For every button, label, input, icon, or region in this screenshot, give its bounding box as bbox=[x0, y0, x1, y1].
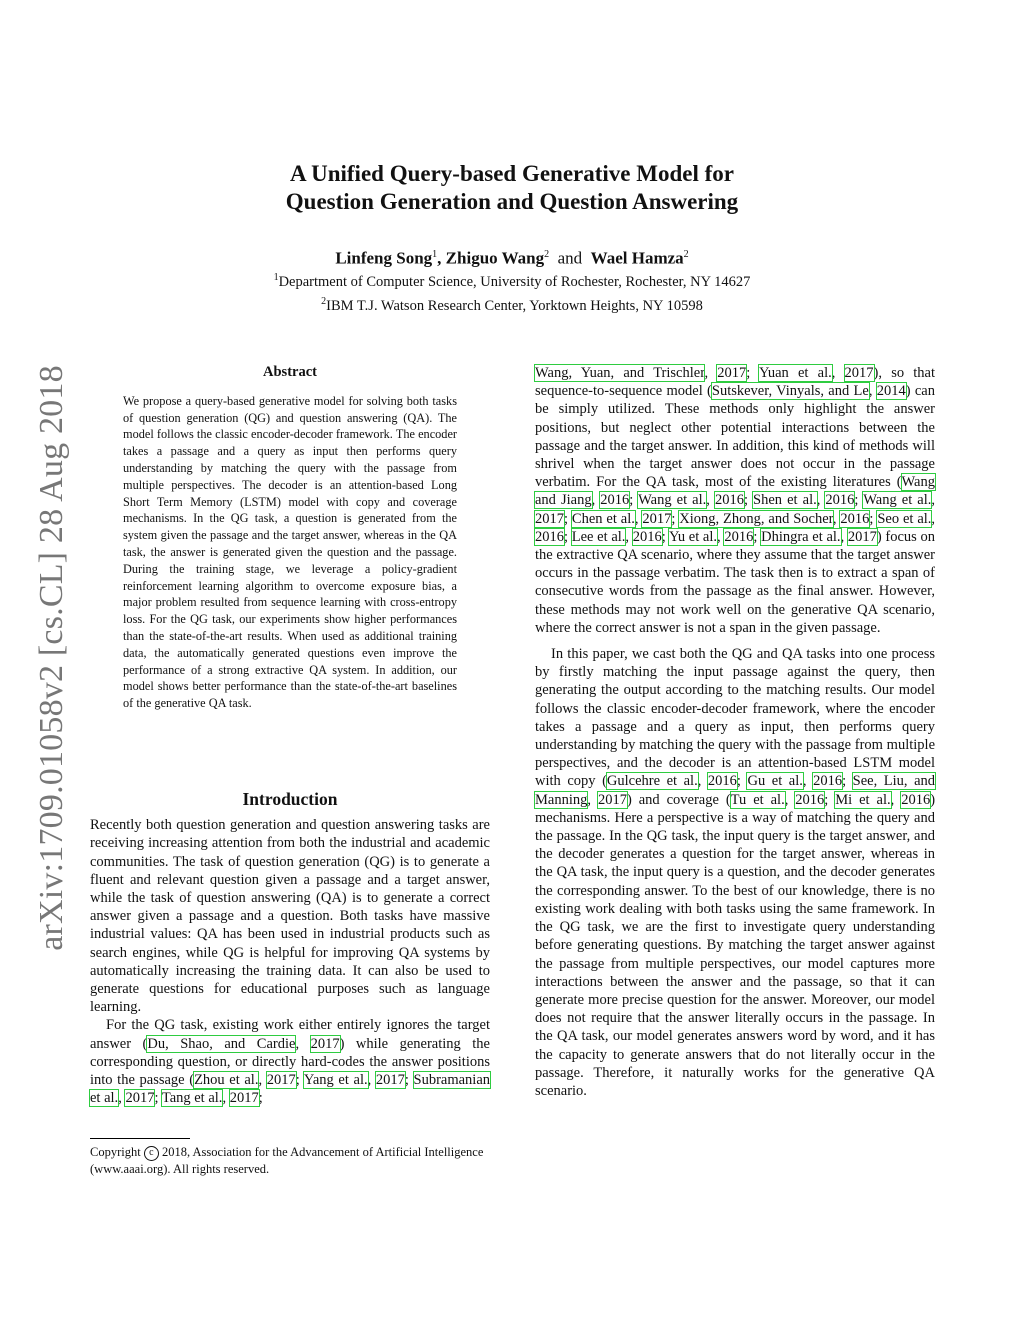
citation-link[interactable]: Gulcehre et al. bbox=[606, 773, 698, 790]
citation-year-link[interactable]: 2017 bbox=[125, 1090, 155, 1107]
citation-link[interactable]: See, Liu, and Manning bbox=[535, 773, 936, 808]
abstract-section bbox=[123, 364, 457, 712]
arxiv-id: arXiv:1709.01058v2 [cs.CL] 28 Aug 2018 bbox=[33, 365, 70, 951]
right-text-1: ), so that sequence-to-sequence model ( bbox=[535, 365, 936, 400]
affiliation-2 bbox=[0, 292, 1024, 316]
citation-link[interactable]: Wang and Jiang bbox=[535, 474, 935, 509]
citation-year-link[interactable]: 2016 bbox=[840, 510, 870, 527]
author-1: Linfeng Song bbox=[335, 248, 433, 268]
citation-year-link[interactable]: 2016 bbox=[724, 528, 754, 545]
copyright-text: 2018, Association for the Advancement of Artificial Intelligence (www.aaai.org). All rights reserved. bbox=[90, 1145, 484, 1176]
affiliation-1-mark: 1 bbox=[273, 272, 279, 283]
citation-year-link[interactable]: 2017 bbox=[847, 528, 877, 545]
right-text-3: ) focus on the extractive QA scenario, where they assume that the target answer occurs in the passage verbatim. The task then is to extract a span of consecutive words from the passage as the final answer. However, these methods may not work well on the generative QA scenario, where the correct answer is not a span in the given passage. bbox=[535, 528, 936, 636]
right-column bbox=[535, 364, 935, 1100]
author-separator: , bbox=[437, 248, 446, 268]
intro-p2-text-b: ) while generating the corresponding question, or directly hard-codes the answer positions into the passage ( bbox=[90, 1035, 490, 1089]
citation-link[interactable]: Chen et al. bbox=[571, 510, 635, 527]
citation-link[interactable]: Wang et al. bbox=[863, 492, 932, 509]
introduction-heading: Introduction bbox=[242, 789, 338, 809]
citation-year-link[interactable]: 2017 bbox=[717, 365, 747, 381]
citation-year-link[interactable]: 2017 bbox=[844, 365, 874, 381]
citation-year-link[interactable]: 2017 bbox=[229, 1090, 259, 1107]
right-paragraph-1: Wang, Yuan, and Trischler, 2017; Yuan et al., 2017), so that sequence-to-sequence model (Sutskever, Vinyals, and Le, 2014) can be simply utilized. These methods only highlight the answer positions, but neglect other potential interactions between the passage and the target answer. In addition, this kind of methods will shrivel when the target answer does not occur in the passage verbatim. For the QA task, most of the existing literatures (Wang and Jiang, 2016; Wang et al., 2016; Shen et al., 2016; Wang et al., 2017; Chen et al., 2017; Xiong, Zhong, and Socher, 2016; Seo et al., 2016; Lee et al., 2016; Yu et al., 2016; Dhingra et al., 2017) focus on the extractive QA scenario, where they assume that the target answer occurs in the passage verbatim. The task then is to extract a span of consecutive words from the passage as the final answer. However, these methods may not work well on the generative QA scenario, where the correct answer is not a span in the given passage. bbox=[535, 365, 936, 636]
citation-year-link[interactable]: 2016 bbox=[535, 528, 564, 545]
citation-link[interactable]: Dhingra et al. bbox=[761, 528, 841, 545]
citation-year-link[interactable]: 2016 bbox=[795, 791, 825, 808]
title-line-1: A Unified Query-based Generative Model for bbox=[290, 161, 734, 186]
citation-year-link[interactable]: 2016 bbox=[825, 492, 855, 509]
author-2: Zhiguo Wang bbox=[445, 248, 545, 268]
affiliations bbox=[0, 268, 1024, 316]
affiliation-2-mark: 2 bbox=[321, 295, 327, 307]
right-text-4: In this paper, we cast both the QG and QA tasks into one process by firstly matching the input passage against the query, then generating the output according to the matching results. Our model follows the classic encoder-decoder framework, where the encoder takes a passage and a query as input, then performs query understanding by matching the query with the passage from multiple perspectives, and the decoder is an attention-based LSTM model with copy ( bbox=[535, 646, 935, 790]
affiliation-2-text: IBM T.J. Watson Research Center, Yorktown Heights, NY 10598 bbox=[326, 297, 703, 314]
intro-paragraph-1: Recently both question generation and question answering tasks are receiving increasing attention from both the industrial and academic communities. The task of question generation (QG) is to generate a fluent and relevant question given a passage and a target answer, while the task of question answering (QA) is to generate a correct answer given a passage and a question. Both tasks have massive industrial values: QA has been used in industrial products such as search engines, while QG is helpful for improving QA systems by automatically increasing the training data. It can also be used to generate questions for educational purposes such as language learning. bbox=[90, 817, 490, 1016]
citation-year-link[interactable]: 2017 bbox=[642, 510, 672, 527]
citation-year-link[interactable]: 2016 bbox=[707, 773, 737, 790]
copyright-prefix: Copyright bbox=[90, 1145, 141, 1159]
introduction-section bbox=[90, 790, 490, 1107]
right-text-6: ) mechanisms. Here a perspective is a way of matching the query and the passage. In the QG task, the input query is the target answer, and the decoder generates a question for the target answer, whereas in the QA task, the input query is a question, and the decoder generates the corresponding answer. To the best of our knowledge, there is no existing work dealing with both tasks using the same framework. In the QG task, we are the first to investigate query understanding before generating questions. By matching the target answer against the passage from multiple perspectives, our model captures more interactions between the answer and the passage, so that it can generate more precise question for the answer. Moreover, our model does not require that the answer literally occurs in the passage. In the QA task, our model generates answers word by word, and it has the capacity to generate answers that do not literally occur in the passage. Therefore, it naturally works for the generative QA scenario. bbox=[535, 791, 936, 1099]
citation-link[interactable]: Seo et al. bbox=[877, 510, 932, 527]
citation-link[interactable]: Wang, Yuan, and Trischler bbox=[535, 365, 705, 381]
citation-year-link[interactable]: 2016 bbox=[813, 773, 843, 790]
author-and: and bbox=[557, 248, 583, 268]
author-list bbox=[0, 244, 1024, 270]
paper-title bbox=[0, 160, 1024, 216]
copyright-footnote bbox=[90, 1144, 490, 1178]
citation-link[interactable]: Subramanian et al. bbox=[90, 1072, 491, 1107]
citation-link[interactable]: Sutskever, Vinyals, and Le bbox=[711, 383, 869, 400]
copyright-icon: c bbox=[144, 1146, 159, 1161]
citation-link[interactable]: Du, Shao, and Cardie bbox=[147, 1035, 296, 1052]
author-1-affil: 1 bbox=[432, 249, 438, 260]
author-2-affil: 2 bbox=[544, 249, 550, 260]
intro-paragraph-2: For the QG task, existing work either entirely ignores the target answer (Du, Shao, and Cardie, 2017) while generating the corresponding question, or directly hard-codes the answer positions into the passage (Zhou et al., 2017; Yang et al., 2017; Subramanian et al., 2017; Tang et al., 2017; bbox=[90, 1017, 491, 1107]
intro-p2-text-a: For the QG task, existing work either entirely ignores the target answer ( bbox=[90, 1017, 490, 1052]
abstract-heading: Abstract bbox=[263, 364, 317, 380]
citation-link[interactable]: Zhou et al. bbox=[194, 1072, 259, 1089]
citation-year-link[interactable]: 2016 bbox=[901, 791, 931, 808]
citation-year-link[interactable]: 2016 bbox=[714, 492, 744, 509]
citation-link[interactable]: Xiong, Zhong, and Socher bbox=[679, 510, 833, 527]
footnote-rule bbox=[90, 1138, 190, 1139]
title-line-2: Question Generation and Question Answering bbox=[285, 189, 739, 214]
citation-link[interactable]: Yang et al. bbox=[303, 1072, 368, 1089]
citation-link[interactable]: Yu et al. bbox=[668, 528, 718, 545]
affiliation-1-text: Department of Computer Science, University of Rochester, Rochester, NY 14627 bbox=[278, 273, 751, 290]
citation-link[interactable]: Tang et al. bbox=[161, 1090, 223, 1107]
author-3: Wael Hamza bbox=[590, 248, 684, 268]
citation-link[interactable]: Yuan et al. bbox=[758, 365, 832, 381]
citation-link[interactable]: Gu et al. bbox=[747, 773, 803, 790]
arxiv-sidebar-stamp bbox=[22, 348, 82, 968]
affiliation-1 bbox=[0, 268, 1024, 292]
citation-link[interactable]: Wang et al. bbox=[638, 492, 707, 509]
citation-year-link[interactable]: 2016 bbox=[632, 528, 662, 545]
abstract-text: We propose a query-based generative model for solving both tasks of question generation (QG) and question answering (QA). The model follows the classic encoder-decoder framework. The encoder takes a passage and a query as input then performs query understanding by matching the query with the passage from multiple perspectives. The decoder is an attention-based Long Short Term Memory (LSTM) model with copy and coverage mechanisms. In the QG task, a question is generated from the system given the passage and the target answer, whereas in the QA task, the answer is generated given the question and the passage. During the training stage, we leverage a policy-gradient reinforcement learning algorithm to overcome exposure bias, a major problem resulted from sequence learning with cross-entropy loss. For the QG task, our experiments show higher performances than the state-of-the-art results. When used as additional training data, the automatically generated questions even improve the performance of a strong extractive QA system. In addition, our model shows better performance than the state-of-the-art baselines of the generative QA task. bbox=[123, 393, 457, 711]
citation-year-link[interactable]: 2014 bbox=[876, 383, 906, 400]
citation-link[interactable]: Tu et al. bbox=[730, 791, 785, 808]
citation-link[interactable]: Lee et al. bbox=[571, 528, 626, 545]
citation-year-link[interactable]: 2017 bbox=[266, 1072, 296, 1089]
author-3-affil: 2 bbox=[683, 249, 689, 260]
citation-year-link[interactable]: 2017 bbox=[535, 510, 564, 527]
right-text-5: ) and coverage ( bbox=[626, 791, 731, 808]
right-paragraph-2: In this paper, we cast both the QG and QA tasks into one process by firstly matching the input passage against the query, then generating the output according to the matching results. Our model follows the classic encoder-decoder framework, where the encoder takes a passage and a query as input, then performs query understanding by matching the query with the passage from multiple perspectives, and the decoder is an attention-based LSTM model with copy (Gulcehre et al., 2016; Gu et al., 2016; See, Liu, and Manning, 2017) and coverage (Tu et al., 2016; Mi et al., 2016) mechanisms. Here a perspective is a way of matching the query and the passage. In the QG task, the input query is the target answer, and the decoder generates a question for the target answer, whereas in the QA task, the input query is a question, and the decoder generates the corresponding answer. To the best of our knowledge, there is no existing work dealing with both tasks using the same framework. In the QG task, we are the first to investigate query understanding before generating questions. By matching the target answer against the passage from multiple perspectives, our model captures more interactions between the answer and the passage, so that it can generate more precise question for the answer. Moreover, our model does not require that the answer literally occurs in the passage. In the QA task, our model generates answers word by word, and it has the capacity to generate answers that do not literally occur in the passage. Therefore, it naturally works for the generative QA scenario. bbox=[535, 646, 936, 1099]
citation-year-link[interactable]: 2017 bbox=[597, 791, 627, 808]
citation-year-link[interactable]: 2017 bbox=[375, 1072, 405, 1089]
right-text-2: ) can be simply utilized. These methods only highlight the answer positions, but neglect other potential interactions between the passage and the target answer. In addition, this kind of methods will shrivel when the target answer does not occur in the passage verbatim. For the QA task, most of the existing literatures ( bbox=[535, 383, 935, 491]
citation-link[interactable]: Mi et al. bbox=[835, 791, 891, 808]
citation-link[interactable]: Shen et al. bbox=[753, 492, 817, 509]
citation-year-link[interactable]: 2017 bbox=[310, 1035, 340, 1052]
citation-year-link[interactable]: 2016 bbox=[600, 492, 630, 509]
